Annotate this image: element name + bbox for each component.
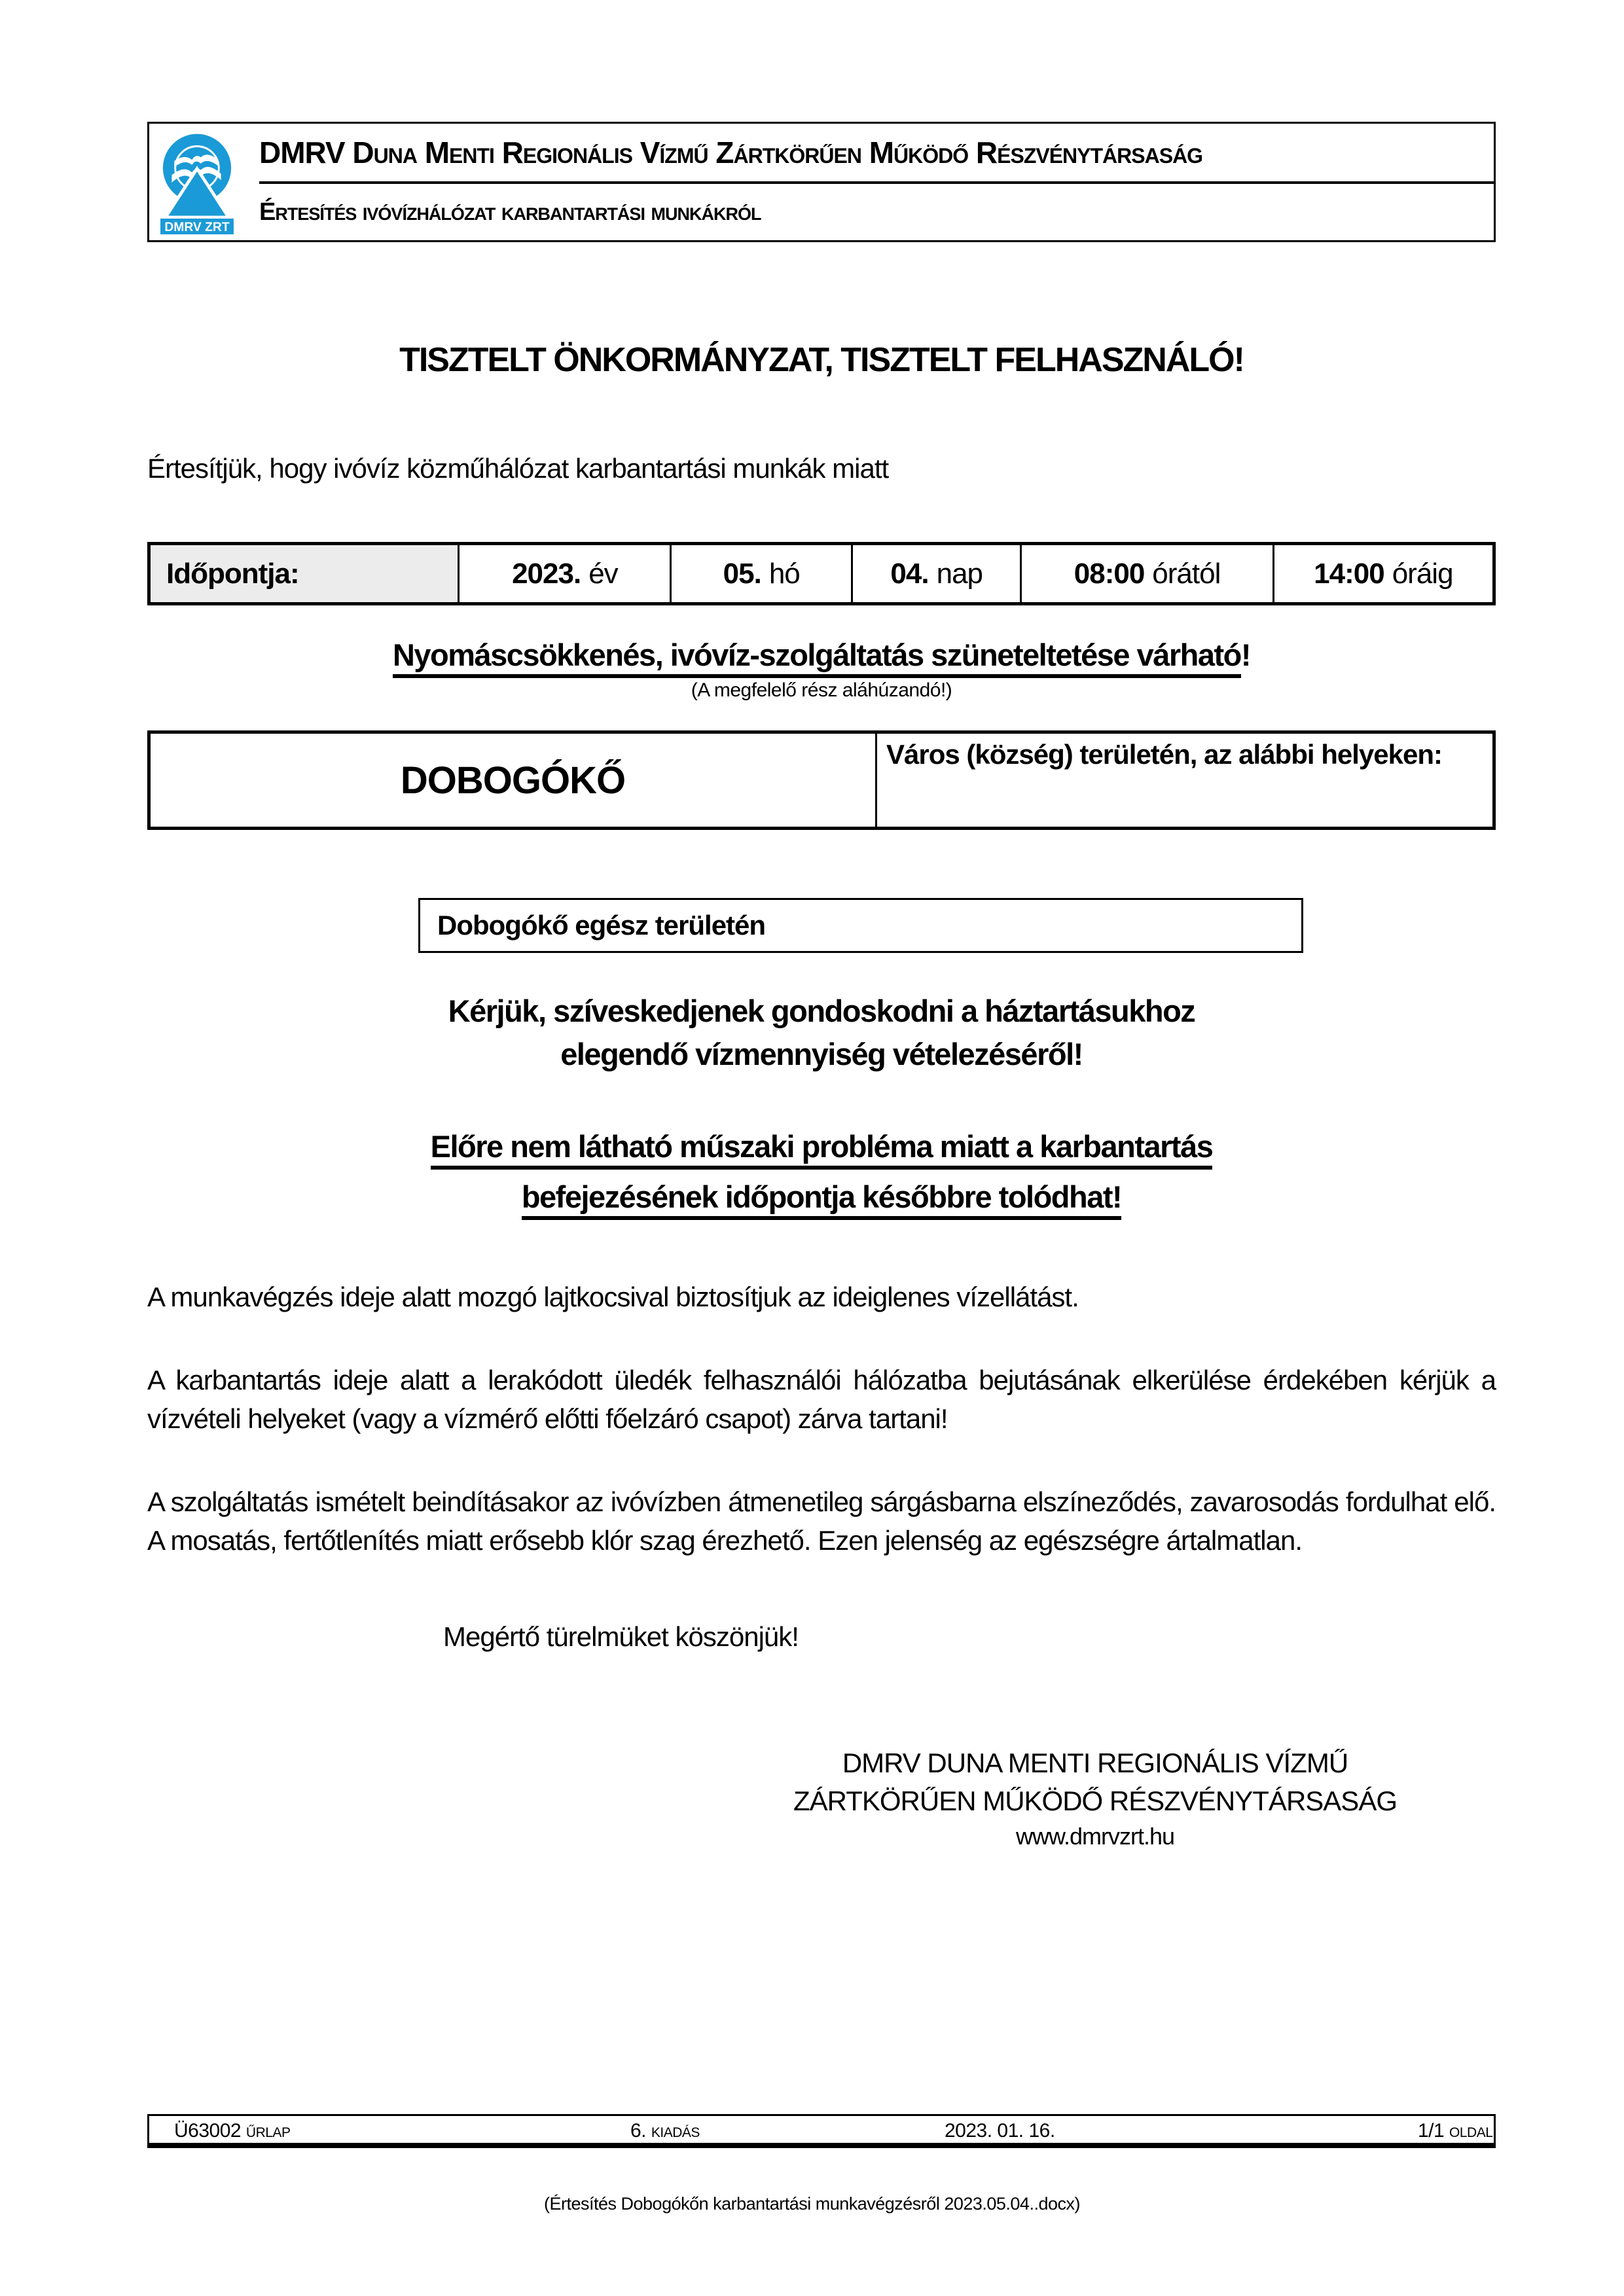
document-type-subtitle: Értesítés ivóvízhálózat karbantartási munkákról <box>259 198 761 226</box>
document-footer <box>147 2114 1496 2148</box>
area-label-cell: Város (község) területén, az alábbi helyeken: <box>875 734 1492 827</box>
footer-edition: 6. kiadás <box>630 2120 700 2142</box>
day-unit: nap <box>936 557 983 590</box>
year-value: 2023. <box>512 557 581 590</box>
year-unit: év <box>588 557 618 590</box>
dmrv-logo <box>158 124 242 240</box>
company-name: DMRV Duna Menti Regionális Vízmű Zártkörűen Működő Részvénytársaság <box>259 124 1494 184</box>
thanks-line: Megértő türelmüket köszönjük! <box>443 1621 799 1652</box>
schedule-label-cell: Időpontja: <box>151 545 458 602</box>
header-text-block <box>259 124 1494 240</box>
footer-form-id: Ü63002 űrlap <box>174 2120 291 2142</box>
schedule-to-cell <box>1272 545 1492 602</box>
schedule-from-cell <box>1020 545 1272 602</box>
schedule-day-cell <box>851 545 1020 602</box>
intro-paragraph: Értesítjük, hogy ivóvíz közműhálózat karbantartási munkák miatt <box>147 453 889 484</box>
request-line-1: Kérjük, szíveskedjenek gondoskodni a háztartásukhoz <box>448 994 1195 1028</box>
page-title: TISZTELT ÖNKORMÁNYZAT, TISZTELT FELHASZNÁLÓ! <box>399 341 1244 379</box>
logo-text: DMRV ZRT <box>164 221 230 235</box>
footer-date: 2023. 01. 16. <box>945 2120 1055 2142</box>
document-content <box>147 0 1496 1853</box>
delay-line-2: befejezésének időpontja későbbre tolódhat! <box>522 1179 1121 1220</box>
month-value: 05. <box>723 557 761 590</box>
schedule-year-cell <box>458 545 670 602</box>
affected-area-box: Dobogókő egész területén <box>418 898 1303 953</box>
water-storage-request <box>147 990 1496 1076</box>
to-value: 14:00 <box>1314 557 1384 590</box>
water-company-logo-icon <box>158 128 236 236</box>
schedule-table <box>147 542 1496 605</box>
filename-note: (Értesítés Dobogókőn karbantartási munkavégzésről 2023.05.04..docx) <box>544 2194 1080 2214</box>
from-value: 08:00 <box>1074 557 1145 590</box>
schedule-month-cell <box>670 545 851 602</box>
footer-page-count: 1/1 oldal <box>1418 2120 1493 2142</box>
to-unit: óráig <box>1392 557 1453 590</box>
day-value: 04. <box>890 557 929 590</box>
signature-block <box>689 1744 1501 1853</box>
location-table <box>147 730 1496 830</box>
signature-company-line-2: ZÁRTKÖRŰEN MŰKÖDŐ RÉSZVÉNYTÁRSASÁG <box>793 1785 1398 1816</box>
underline-instruction-note: (A megfelelő rész aláhúzandó!) <box>691 679 952 701</box>
request-line-2: elegendő vízmennyiség vételezéséről! <box>560 1037 1083 1071</box>
document-header <box>147 122 1496 242</box>
delay-notice <box>147 1128 1496 1215</box>
warning-exclamation: ! <box>1240 637 1251 672</box>
city-name-cell: DOBOGÓKŐ <box>400 759 626 802</box>
company-website: www.dmrvzrt.hu <box>1015 1823 1175 1850</box>
paragraph-discoloration: A szolgáltatás ismételt beindításakor az ivóvízben átmenetileg sárgásbarna elszíneződés, zavarosodás fordulhat elő. A mosatás, fertőtlenítés miatt erősebb klór szag érezhető. Ezen jelenség az egészségre ártalmatlan. <box>147 1486 1496 1556</box>
paragraph-keep-taps-closed: A karbantartás ideje alatt a lerakódott üledék felhasználói hálózatba bejutásának elkerülése érdekében kérjük a vízvételi helyeket (vagy a vízmérő előtti főelzáró csapot) zárva tartani! <box>147 1365 1496 1434</box>
delay-line-1: Előre nem látható műszaki probléma miatt a karbantartás <box>431 1129 1213 1170</box>
month-unit: hó <box>768 557 800 590</box>
paragraph-temporary-supply: A munkavégzés ideje alatt mozgó lajtkocsival biztosítjuk az ideiglenes vízellátást. <box>147 1282 1079 1312</box>
signature-company-line-1: DMRV DUNA MENTI REGIONÁLIS VÍZMŰ <box>842 1748 1348 1778</box>
from-unit: órától <box>1152 557 1221 590</box>
warning-underlined-text: Nyomáscsökkenés, ivóvíz-szolgáltatás szüneteltetése várható <box>393 637 1241 678</box>
warning-heading <box>147 637 1496 673</box>
